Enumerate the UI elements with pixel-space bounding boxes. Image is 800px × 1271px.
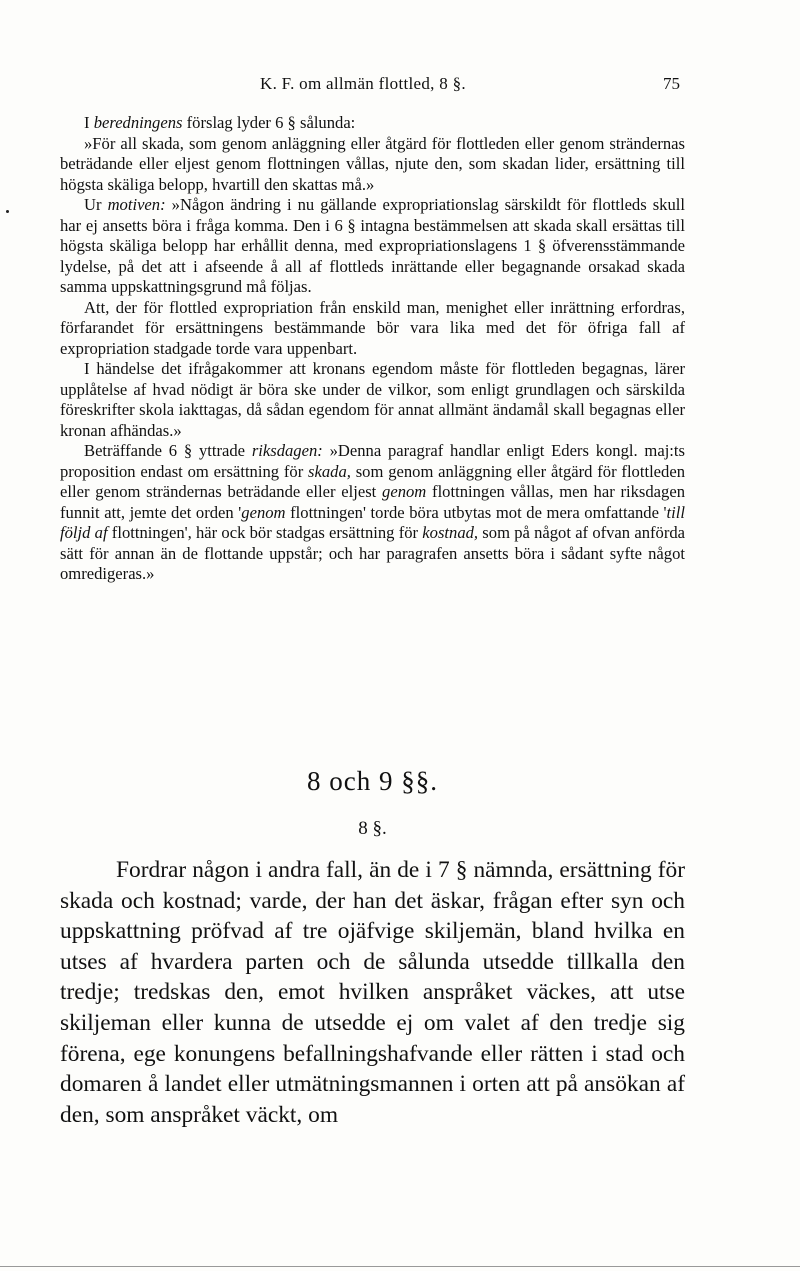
italic-text: skada,: [308, 461, 351, 481]
statute-paragraph: Fordrar någon i andra fall, än de i 7 § nämnda, ersättning för skada och kostnad; varde, der han det äskar, frågan efter syn och uppskattning pröfvad af tre ojäfvige skiljemän, bland hvilka en utses af hvardera parten och de sålunda utsedde tillkalla den tredje; tredskas den, emot hvilken anspråket väckes, att utse skiljeman eller kunna de utsedde ej om valet af den tredje sig förena, ege konungens befallningshafvande eller rätten i stad och domaren å landet eller utmätningsmannen i orten att på ansökan af den, som anspråket väckt, om: [60, 857, 685, 1128]
paragraph: [60, 113, 685, 134]
italic-text: genom: [241, 502, 286, 522]
margin-mark: [6, 210, 9, 213]
paragraph: [60, 359, 685, 441]
statute-text: [60, 855, 685, 1130]
text-run: som genom anläggning eller åtgärd för flottleden eller genom strändernas beträdande eller eljest: [60, 461, 686, 501]
text-run: »För all skada, som genom anläggning eller åtgärd för flottleden eller genom strändernas beträdande eller eljest genom flottningen vållas, njute den, som skadan lider, ersättning till högsta skäliga belopp, hvartill den skattas må.»: [60, 133, 685, 194]
text-run: förslag lyder 6 § sålunda:: [182, 113, 356, 132]
commentary-body: [60, 113, 685, 585]
running-title: K. F. om allmän flottled, 8 §.: [260, 74, 466, 93]
page-number: 75: [663, 74, 680, 93]
text-run: »Denna paragraf handlar enligt Eders kongl. maj:ts proposition endast om ersättning för: [60, 441, 685, 481]
text-run: »Någon ändring i nu gällande expropriationslag särskildt för flottleds skull har ej ansetts böra i fråga komma. Den i 6 § intagna bestämmelsen att skada skall ersättas till högsta skäliga belopp har erhållit denna, med expropriationslagens 1 § öfverensstämmande lydelse, på det att i afseende å all af flottleds inrättande eller begagnande orsakad skada samma uppskattningsgrund må följas.: [60, 195, 685, 296]
text-run: I: [84, 113, 94, 132]
paragraph: [60, 298, 685, 360]
quoted-proposal: [60, 134, 685, 196]
text-run: Att, der för flottled expropriation från enskild man, menighet eller inrättning erfordras, förfarandet för ersättningens bestämmande bör vara lika med det för öfriga fall af expropriation stadgade torde vara uppenbart.: [60, 297, 685, 358]
text-run: flottningen', här ock bör stadgas ersättning för: [107, 523, 423, 542]
text-run: Beträffande 6 § yttrade: [84, 441, 252, 460]
page-edge: [0, 1266, 800, 1267]
text-run: flottningen vållas, men har riksdagen funnit att, jemte det orden ': [60, 482, 686, 522]
italic-text: till följd af: [60, 502, 685, 542]
text-run: Ur: [84, 195, 108, 214]
italic-text: beredningens: [93, 113, 183, 132]
text-run: I händelse det ifrågakommer att kronans egendom måste för flottleden begagnas, lärer upplåtelse af hvad nödigt är böra ske under de vilkor, som enligt grundlagen och särskilda föreskrifter skola iakttagas, då sådan egendom för annat allmänt ändamål skall begagnas eller kronan afhändas.»: [60, 359, 685, 440]
section-title: 8 och 9 §§.: [307, 766, 438, 796]
paragraph: [60, 195, 685, 298]
section-subtitle: 8 §.: [358, 818, 387, 839]
italic-text: riksdagen:: [251, 441, 323, 460]
italic-text: genom: [382, 482, 427, 501]
italic-text: motiven:: [107, 195, 166, 214]
text-run: som på något af ofvan anförda sätt för annan än de flottande uppstår; och har paragrafen ansetts böra i sådant syfte något omredigeras.»: [60, 523, 686, 583]
italic-text: kostnad,: [422, 523, 479, 542]
running-header: [60, 74, 680, 98]
text-run: flottningen' torde böra utbytas mot de mera omfattande ': [285, 502, 667, 522]
paragraph: [60, 441, 685, 585]
